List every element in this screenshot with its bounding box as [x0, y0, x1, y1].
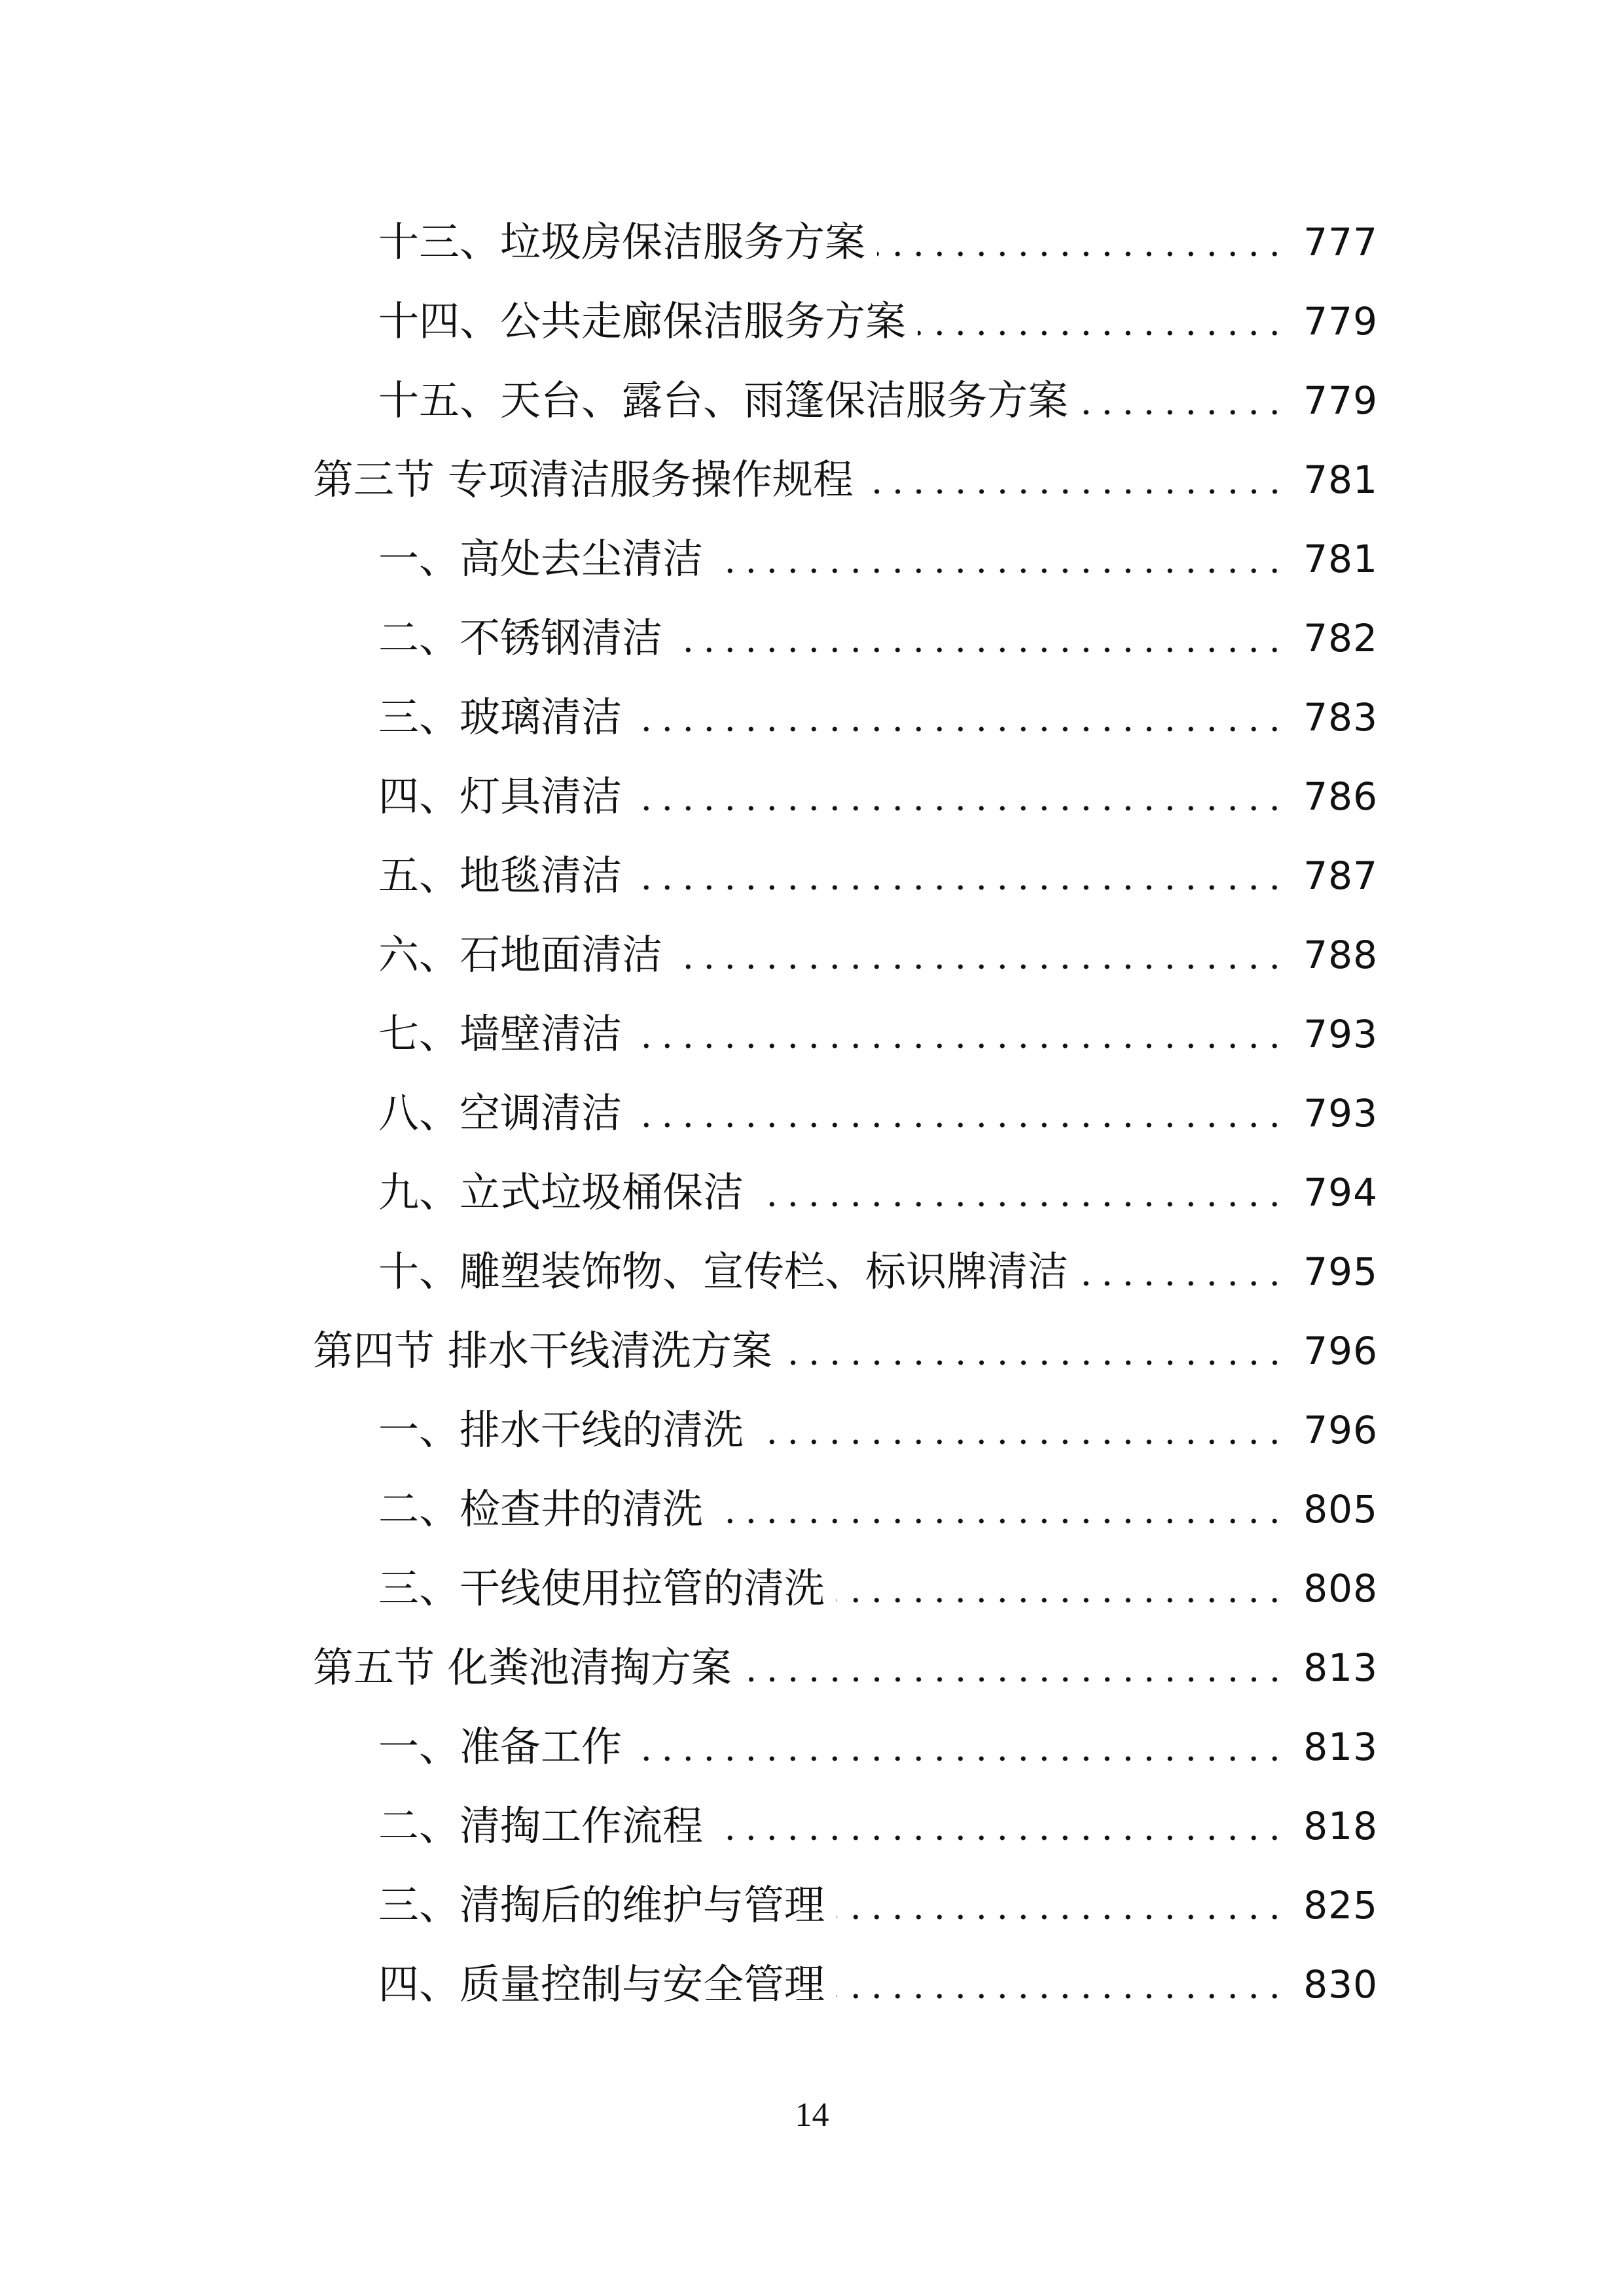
toc-dot-leader: [674, 916, 1293, 994]
toc-entry[interactable]: [378, 757, 1378, 836]
toc-dot-leader: [755, 1153, 1293, 1232]
toc-dot-leader: [634, 1074, 1293, 1153]
toc-dot-leader: [1080, 1232, 1293, 1311]
toc-entry-page: 787: [1303, 853, 1378, 898]
toc-dot-leader: [674, 599, 1293, 677]
toc-entry-section[interactable]: [313, 1312, 1378, 1390]
toc-entry-title: 三、清掏后的维护与管理: [378, 1881, 825, 1929]
toc-entry-page: 783: [1303, 695, 1378, 740]
toc-entry[interactable]: [378, 1549, 1378, 1628]
toc-entry[interactable]: [378, 1074, 1378, 1153]
toc-entry-title: 二、检查井的清洗: [378, 1485, 704, 1533]
toc-entry[interactable]: [378, 599, 1378, 677]
toc-entry-title: 四、质量控制与安全管理: [378, 1960, 825, 2008]
toc-dot-leader: [715, 1787, 1293, 1865]
toc-entry-page: 830: [1303, 1962, 1378, 2007]
toc-entry-page: 779: [1303, 378, 1378, 423]
toc-entry-title: 十五、天台、露台、雨篷保洁服务方案: [378, 376, 1069, 424]
toc-dot-leader: [634, 995, 1293, 1073]
toc-entry-section[interactable]: [313, 1628, 1378, 1707]
toc-entry-title: 十三、垃圾房保洁服务方案: [378, 218, 866, 266]
toc-entry[interactable]: [378, 1232, 1378, 1311]
toc-entry[interactable]: [378, 1787, 1378, 1865]
toc-entry-title: 第五节 化粪池清掏方案: [313, 1643, 732, 1691]
toc-dot-leader: [784, 1312, 1293, 1390]
toc-entry-title: 二、清掏工作流程: [378, 1802, 704, 1850]
toc-entry-title: 八、空调清洁: [378, 1089, 623, 1137]
toc-entry-page: 781: [1303, 457, 1378, 502]
toc-entry-page: 796: [1303, 1329, 1378, 1373]
toc-dot-leader: [865, 440, 1293, 519]
toc-entry-title: 四、灯具清洁: [378, 772, 623, 820]
toc-entry-page: 805: [1303, 1487, 1378, 1532]
toc-entry-page: 813: [1303, 1645, 1378, 1690]
toc-dot-leader: [918, 282, 1293, 361]
toc-entry-title: 一、准备工作: [378, 1723, 623, 1770]
toc-entry[interactable]: [378, 282, 1378, 361]
page-number: 14: [795, 2096, 829, 2134]
toc-entry-page: 788: [1303, 933, 1378, 977]
toc-entry-title: 一、排水干线的清洗: [378, 1406, 744, 1454]
toc-entry-page: 782: [1303, 616, 1378, 660]
toc-dot-leader: [1080, 361, 1293, 440]
toc-dot-leader: [715, 520, 1293, 598]
toc-entry[interactable]: [378, 995, 1378, 1073]
toc-entry[interactable]: [378, 836, 1378, 915]
toc-entry-title: 三、玻璃清洁: [378, 693, 623, 741]
toc-entry-page: 777: [1303, 220, 1378, 264]
toc-entry[interactable]: [378, 1708, 1378, 1786]
toc-dot-leader: [837, 1866, 1293, 1945]
toc-entry-title: 十、雕塑装饰物、宣传栏、标识牌清洁: [378, 1247, 1069, 1295]
toc-dot-leader: [837, 1549, 1293, 1628]
toc-entry[interactable]: [378, 1866, 1378, 1945]
toc-dot-leader: [634, 757, 1293, 836]
toc-entry[interactable]: [378, 1391, 1378, 1469]
toc-entry-page: 786: [1303, 774, 1378, 819]
toc-dot-leader: [715, 1470, 1293, 1549]
toc-entry-page: 795: [1303, 1249, 1378, 1294]
toc-dot-leader: [744, 1628, 1293, 1707]
toc-entry[interactable]: [378, 1945, 1378, 2024]
toc-entry[interactable]: [378, 1153, 1378, 1232]
toc-dot-leader: [634, 678, 1293, 757]
toc-entry-page: 793: [1303, 1012, 1378, 1056]
toc-entry[interactable]: [378, 203, 1378, 281]
toc-entry-title: 七、墙壁清洁: [378, 1010, 623, 1058]
toc-entry-title: 五、地毯清洁: [378, 852, 623, 899]
toc-entry[interactable]: [378, 1470, 1378, 1549]
toc-entry[interactable]: [378, 916, 1378, 994]
toc-entry-title: 第三节 专项清洁服务操作规程: [313, 456, 854, 503]
toc-entry-title: 九、立式垃圾桶保洁: [378, 1168, 744, 1216]
toc-entry-title: 二、不锈钢清洁: [378, 614, 663, 662]
toc-entry-page: 818: [1303, 1804, 1378, 1848]
toc-dot-leader: [755, 1391, 1293, 1469]
toc-entry-section[interactable]: [313, 440, 1378, 519]
toc-dot-leader: [634, 836, 1293, 915]
toc-entry[interactable]: [378, 361, 1378, 440]
toc-entry-title: 三、干线使用拉管的清洗: [378, 1564, 825, 1612]
toc-dot-leader: [634, 1708, 1293, 1786]
toc-entry-page: 796: [1303, 1408, 1378, 1452]
toc-entry-title: 六、石地面清洁: [378, 931, 663, 978]
toc-entry[interactable]: [378, 520, 1378, 598]
toc-entry-page: 779: [1303, 299, 1378, 344]
toc-dot-leader: [837, 1945, 1293, 2024]
toc-dot-leader: [877, 203, 1293, 281]
toc-entry-page: 813: [1303, 1725, 1378, 1769]
toc-entry-page: 825: [1303, 1883, 1378, 1928]
toc-entry-page: 794: [1303, 1170, 1378, 1215]
toc-entry-title: 第四节 排水干线清洗方案: [313, 1327, 772, 1374]
toc-entry[interactable]: [378, 678, 1378, 757]
toc-entry-title: 十四、公共走廊保洁服务方案: [378, 297, 907, 345]
toc-entry-title: 一、高处去尘清洁: [378, 535, 704, 583]
toc-entry-page: 781: [1303, 537, 1378, 581]
toc-entry-page: 793: [1303, 1091, 1378, 1136]
toc-entry-page: 808: [1303, 1566, 1378, 1611]
